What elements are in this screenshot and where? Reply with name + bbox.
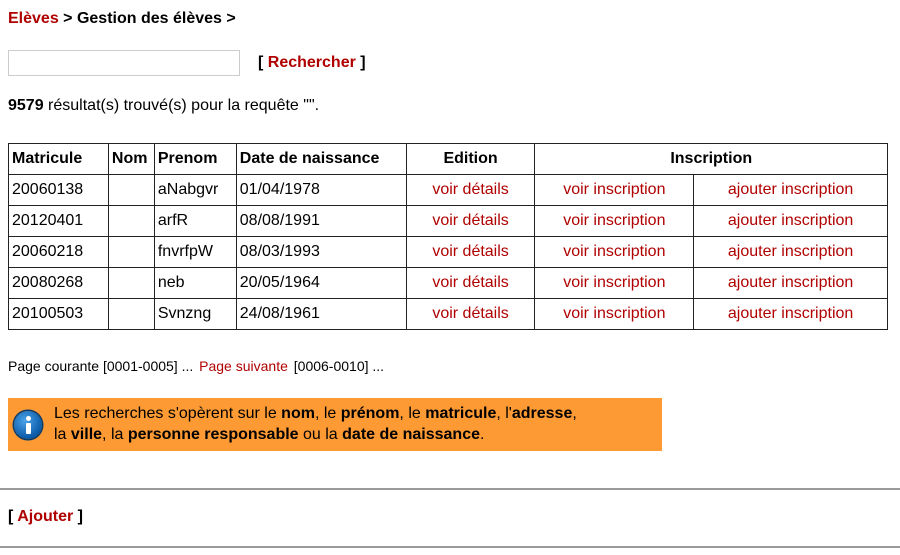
- cell-date: 20/05/1964: [236, 268, 406, 299]
- cell-ajouter-inscription: [694, 175, 888, 206]
- cell-ajouter-inscription: [694, 268, 888, 299]
- cell-prenom: aNabgvr: [154, 175, 236, 206]
- divider-bottom: [0, 546, 900, 548]
- info-keyword-prenom: prénom: [340, 405, 400, 422]
- voir-details-link[interactable]: voir détails: [432, 212, 509, 229]
- breadcrumb-current: Gestion des élèves: [76, 10, 222, 27]
- header-date-naissance: Date de naissance: [236, 144, 406, 175]
- voir-details-link[interactable]: voir détails: [432, 243, 509, 260]
- info-text-part: , le: [399, 405, 426, 422]
- cell-prenom: neb: [154, 268, 236, 299]
- voir-details-link[interactable]: voir détails: [432, 181, 509, 198]
- cell-nom: [108, 206, 154, 237]
- header-edition: Edition: [406, 144, 535, 175]
- table-row: [9, 206, 888, 237]
- voir-inscription-link[interactable]: voir inscription: [563, 243, 666, 260]
- cell-edition: [406, 175, 535, 206]
- info-keyword-matricule: matricule: [425, 405, 497, 422]
- header-nom: Nom: [108, 144, 154, 175]
- voir-inscription-link[interactable]: voir inscription: [563, 305, 666, 322]
- cell-voir-inscription: [535, 206, 694, 237]
- search-button-wrapper: [258, 54, 366, 72]
- voir-inscription-link[interactable]: voir inscription: [563, 274, 666, 291]
- cell-voir-inscription: [535, 175, 694, 206]
- breadcrumb: [8, 10, 236, 28]
- results-count: 9579: [8, 97, 44, 114]
- search-input[interactable]: [8, 50, 240, 76]
- info-text-part: , l': [496, 405, 512, 422]
- voir-details-link[interactable]: voir détails: [432, 274, 509, 291]
- bracket-open: [: [258, 54, 268, 71]
- cell-voir-inscription: [535, 299, 694, 330]
- cell-matricule: 20060218: [9, 237, 109, 268]
- ajouter-inscription-link[interactable]: ajouter inscription: [727, 181, 854, 198]
- add-button[interactable]: Ajouter: [17, 508, 74, 525]
- cell-matricule: 20100503: [9, 299, 109, 330]
- search-button[interactable]: Rechercher: [267, 54, 356, 71]
- next-page-link[interactable]: Page suivante: [199, 358, 288, 374]
- info-text-part: Les recherches s'opèrent sur le: [54, 405, 282, 422]
- results-summary: [8, 97, 319, 115]
- search-row: [8, 50, 366, 76]
- table-row: [9, 299, 888, 330]
- cell-nom: [108, 299, 154, 330]
- info-keyword-date-naissance: date de naissance: [342, 426, 480, 443]
- cell-date: 24/08/1961: [236, 299, 406, 330]
- cell-voir-inscription: [535, 268, 694, 299]
- voir-inscription-link[interactable]: voir inscription: [563, 212, 666, 229]
- cell-date: 01/04/1978: [236, 175, 406, 206]
- info-keyword-adresse: adresse: [511, 405, 573, 422]
- info-keyword-personne-responsable: personne responsable: [127, 426, 299, 443]
- cell-prenom: arfR: [154, 206, 236, 237]
- info-box: [8, 398, 662, 451]
- info-text-part: ou la: [298, 426, 343, 443]
- cell-matricule: 20060138: [9, 175, 109, 206]
- info-text-part: .: [480, 426, 485, 443]
- voir-details-link[interactable]: voir détails: [432, 305, 509, 322]
- table-row: [9, 175, 888, 206]
- table-row: [9, 268, 888, 299]
- bracket-close: ]: [355, 54, 366, 71]
- cell-voir-inscription: [535, 237, 694, 268]
- cell-date: 08/08/1991: [236, 206, 406, 237]
- info-text: [54, 405, 577, 443]
- info-text-part: , le: [314, 405, 341, 422]
- breadcrumb-eleves-link[interactable]: Elèves: [8, 10, 59, 27]
- bracket-close: ]: [73, 508, 83, 525]
- cell-edition: [406, 268, 535, 299]
- cell-edition: [406, 299, 535, 330]
- students-table: [8, 143, 888, 330]
- table-header-row: [9, 144, 888, 175]
- info-text-part: , la: [102, 426, 128, 443]
- cell-nom: [108, 237, 154, 268]
- cell-matricule: 20120401: [9, 206, 109, 237]
- ajouter-inscription-link[interactable]: ajouter inscription: [727, 305, 854, 322]
- cell-nom: [108, 268, 154, 299]
- cell-ajouter-inscription: [694, 206, 888, 237]
- ajouter-inscription-link[interactable]: ajouter inscription: [727, 212, 854, 229]
- cell-nom: [108, 175, 154, 206]
- info-text-part: ,: [572, 405, 577, 422]
- cell-ajouter-inscription: [694, 299, 888, 330]
- info-keyword-nom: nom: [281, 405, 315, 422]
- cell-matricule: 20080268: [9, 268, 109, 299]
- breadcrumb-separator: >: [58, 10, 77, 27]
- bracket-open: [: [8, 508, 18, 525]
- header-matricule: Matricule: [9, 144, 109, 175]
- ajouter-inscription-link[interactable]: ajouter inscription: [727, 274, 854, 291]
- cell-prenom: fnvrfpW: [154, 237, 236, 268]
- pagination: [8, 358, 384, 374]
- info-text-part: la: [54, 426, 71, 443]
- breadcrumb-separator: >: [221, 10, 236, 27]
- info-icon: [14, 411, 42, 439]
- current-page-text: Page courante [0001-0005] ...: [8, 358, 194, 374]
- header-prenom: Prenom: [154, 144, 236, 175]
- cell-date: 08/03/1993: [236, 237, 406, 268]
- ajouter-inscription-link[interactable]: ajouter inscription: [727, 243, 854, 260]
- cell-edition: [406, 237, 535, 268]
- next-page-range: [0006-0010] ...: [293, 358, 385, 374]
- info-keyword-ville: ville: [70, 426, 103, 443]
- cell-ajouter-inscription: [694, 237, 888, 268]
- results-text: résultat(s) trouvé(s) pour la requête "".: [43, 97, 320, 114]
- divider-top: [0, 488, 900, 490]
- voir-inscription-link[interactable]: voir inscription: [563, 181, 666, 198]
- cell-edition: [406, 206, 535, 237]
- cell-prenom: Svnzng: [154, 299, 236, 330]
- add-wrapper: [8, 508, 83, 526]
- header-inscription: Inscription: [535, 144, 888, 175]
- table-row: [9, 237, 888, 268]
